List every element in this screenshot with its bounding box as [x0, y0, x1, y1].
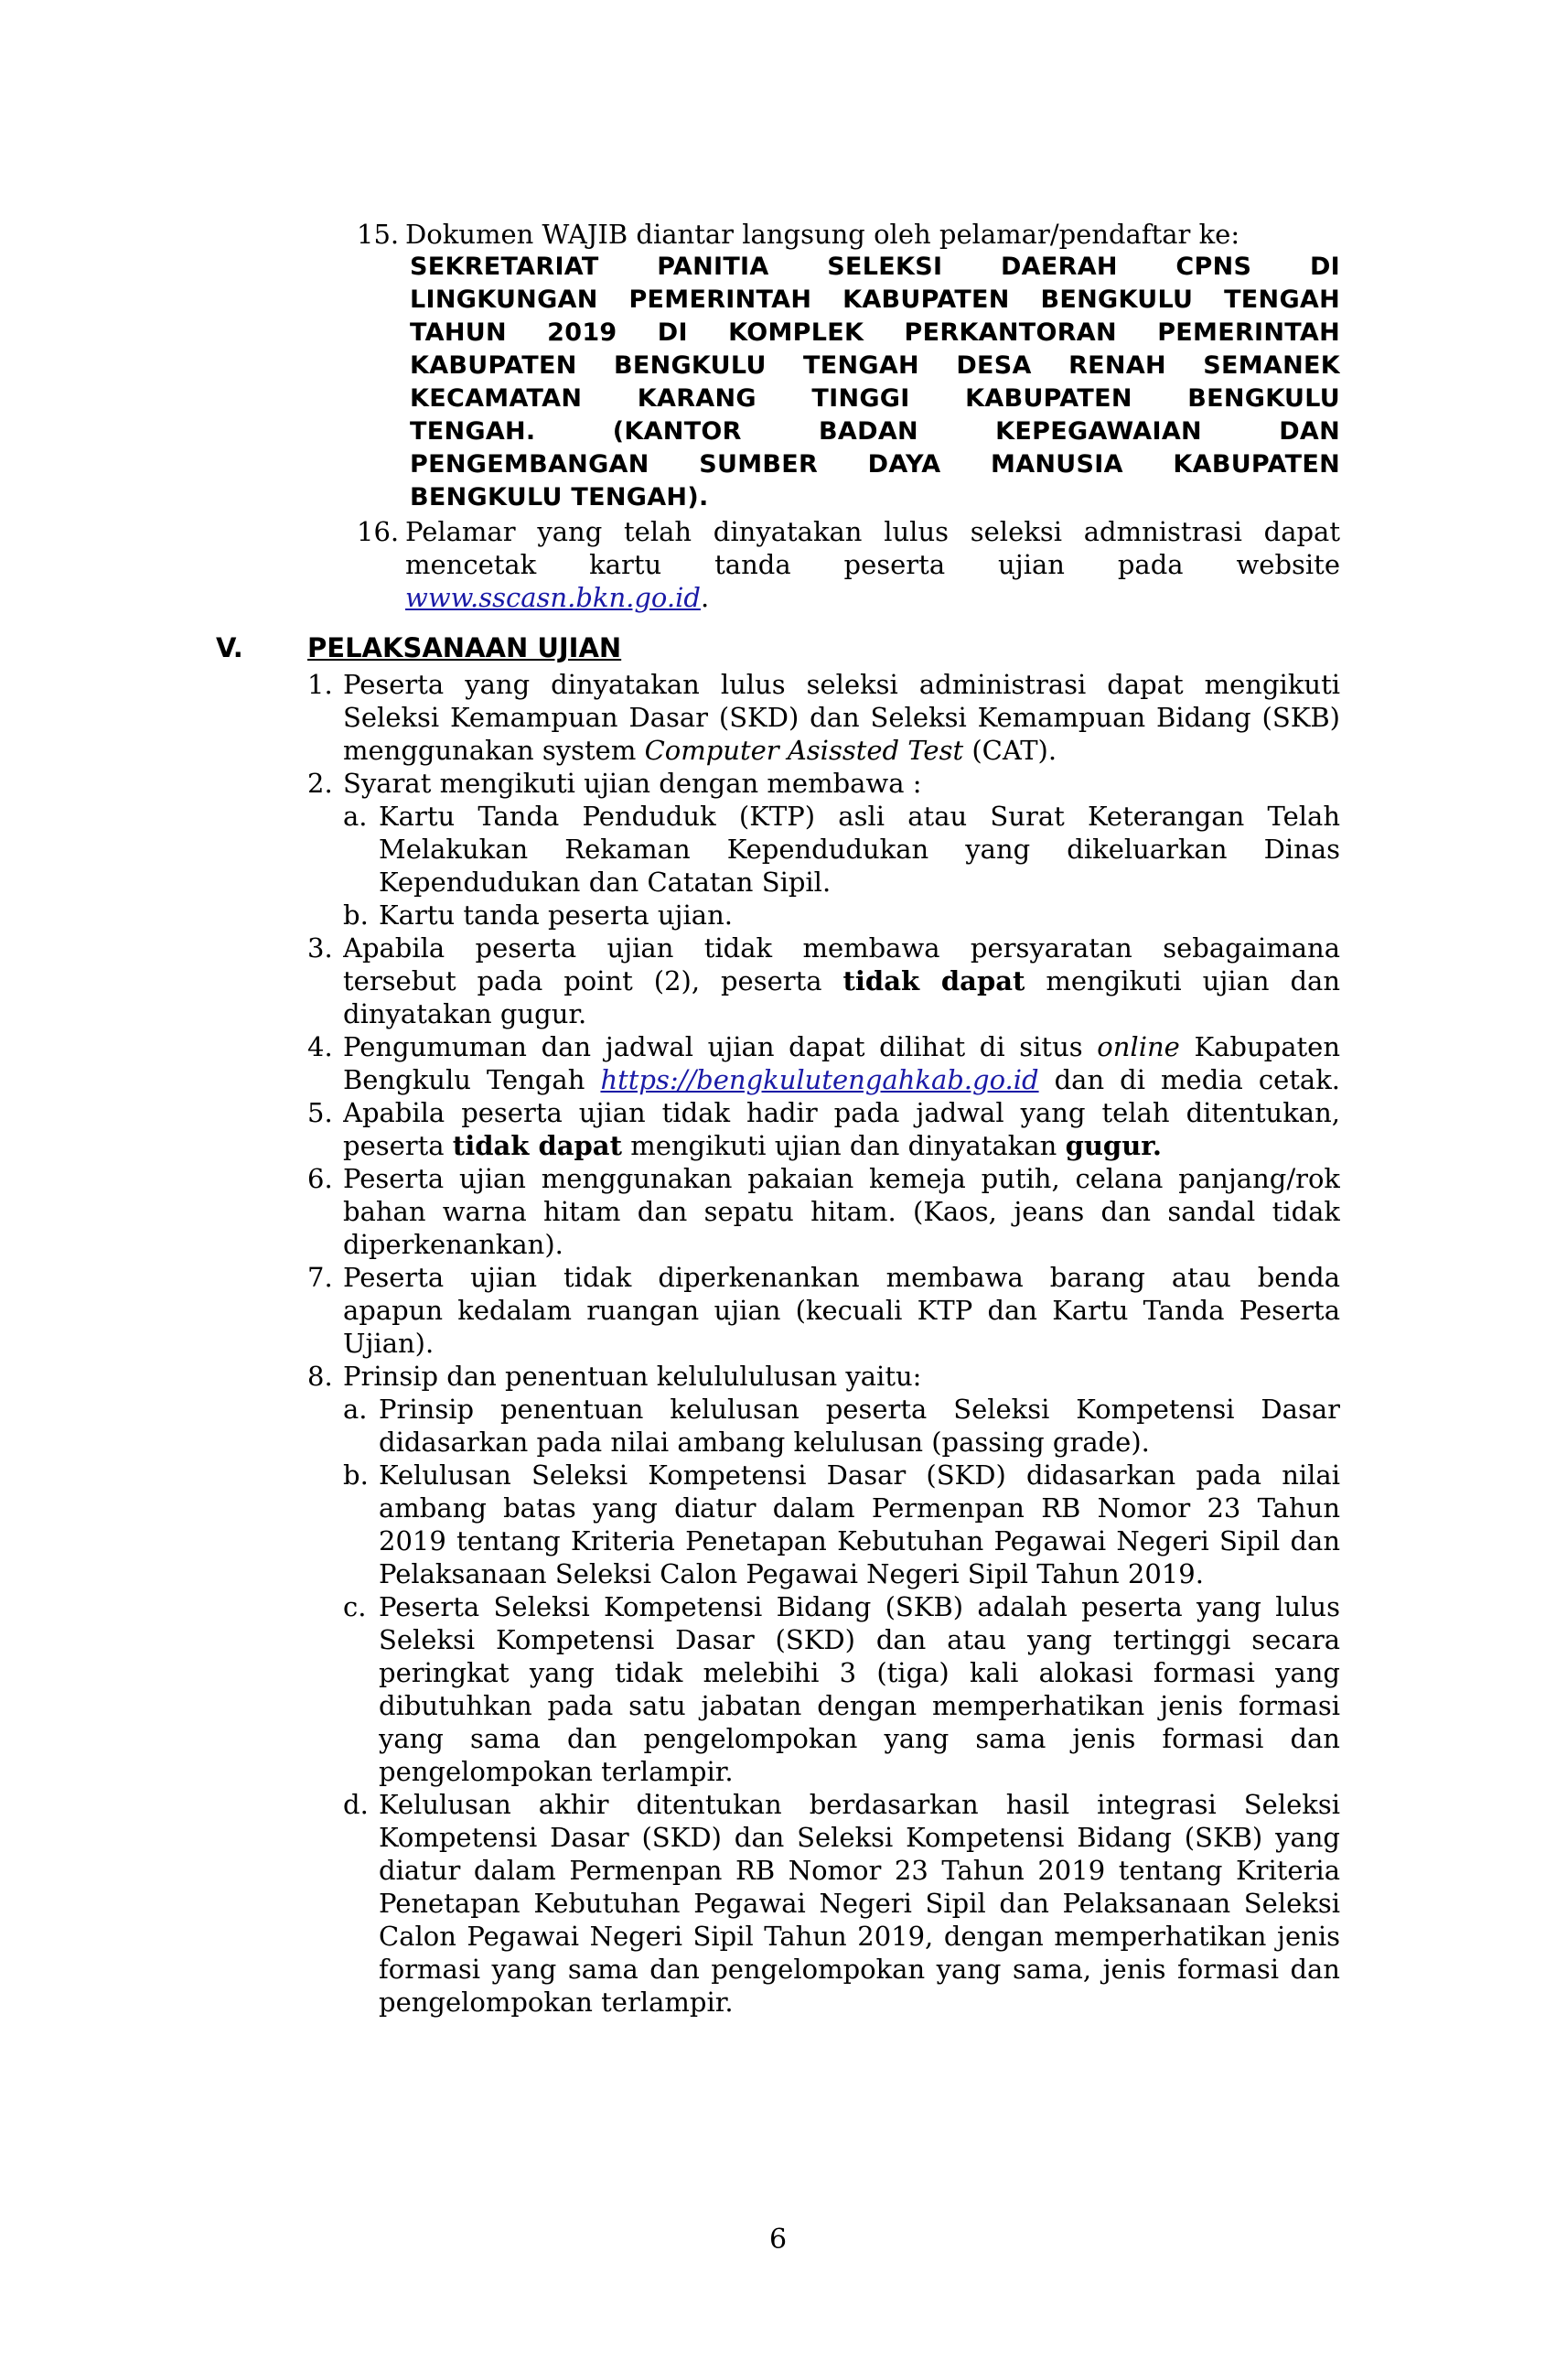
point-6-line: Peserta ujian menggunakan pakaian kemeja putih, celana panjang/rok — [343, 1163, 1340, 1194]
item-15-address — [410, 251, 1340, 514]
point-8a-letter: a. — [343, 1394, 368, 1425]
point-2b — [379, 899, 1340, 932]
italic-term: Computer Asissted Test — [644, 735, 964, 766]
item-15-number: 15. — [357, 219, 400, 250]
point-8d-line: pengelompokan terlampir. — [379, 1987, 734, 2018]
point-3 — [343, 932, 1340, 1030]
point-8d-line: Kelulusan akhir ditentukan berdasarkan hasil integrasi Seleksi — [379, 1789, 1340, 1820]
text-segment: mengikuti ujian dan — [1025, 965, 1340, 996]
point-8a-line: Prinsip penentuan kelulusan peserta Seleksi Kompetensi Dasar — [379, 1394, 1340, 1425]
point-3-line: Apabila peserta ujian tidak membawa persyaratan sebagaimana — [343, 932, 1340, 964]
point-8-number: 8. — [307, 1361, 333, 1392]
text-segment: menggunakan system — [343, 735, 645, 766]
point-8a — [379, 1393, 1340, 1459]
page-number: 6 — [768, 2224, 788, 2256]
point-2a-line: Kependudukan dan Catatan Sipil. — [379, 867, 832, 898]
italic-term: online — [1097, 1031, 1180, 1062]
link-suffix: . — [700, 582, 710, 613]
point-8a-line: didasarkan pada nilai ambang kelulusan (passing grade). — [379, 1427, 1150, 1458]
point-2a-line: Melakukan Rekaman Kependudukan yang dikeluarkan Dinas — [379, 834, 1340, 865]
point-8d-line: Kompetensi Dasar (SKD) dan Seleksi Kompetensi Bidang (SKB) yang — [379, 1822, 1340, 1853]
item-16-link-line — [405, 581, 1340, 614]
point-2a-letter: a. — [343, 801, 368, 832]
section-title: PELAKSANAAN UJIAN — [307, 632, 622, 663]
text-segment: Kabupaten — [1179, 1031, 1340, 1062]
address-line: KECAMATAN KARANG TINGGI KABUPATEN BENGKULU — [410, 384, 1340, 413]
point-8b-line: ambang batas yang diatur dalam Permenpan RB Nomor 23 Tahun — [379, 1492, 1340, 1524]
point-8c-line: yang sama dan pengelompokan yang sama jenis formasi dan — [379, 1723, 1340, 1754]
bengkulutengah-link[interactable]: https://bengkulutengahkab.go.id — [600, 1064, 1039, 1095]
point-8c-line: peringkat yang tidak melebihi 3 (tiga) kali alokasi formasi yang — [379, 1657, 1340, 1688]
point-3-line — [343, 964, 1340, 997]
address-line: SEKRETARIAT PANITIA SELEKSI DAERAH CPNS DI — [410, 253, 1340, 281]
point-7-line: apapun kedalam ruangan ujian (kecuali KTP dan Kartu Tanda Peserta — [343, 1295, 1340, 1326]
point-8d-line: formasi yang sama dan pengelompokan yang sama, jenis formasi dan — [379, 1954, 1340, 1985]
point-8c-line: Seleksi Kompetensi Dasar (SKD) dan atau yang tertinggi secara — [379, 1624, 1340, 1655]
point-8-line: Prinsip dan penentuan kelulululusan yaitu: — [343, 1361, 922, 1392]
point-8b-line: Pelaksanaan Seleksi Calon Pegawai Negeri Sipil Tahun 2019. — [379, 1558, 1204, 1589]
point-8b-line: 2019 tentang Kriteria Penetapan Kebutuhan Pegawai Negeri Sipil dan — [379, 1525, 1340, 1556]
point-5-line — [343, 1129, 1340, 1162]
point-2a — [379, 800, 1340, 899]
point-8c-letter: c. — [343, 1591, 367, 1622]
point-8d-line: diatur dalam Permenpan RB Nomor 23 Tahun 2019 tentang Kriteria — [379, 1855, 1340, 1886]
text-segment: Bengkulu Tengah — [343, 1064, 601, 1095]
point-8b-line: Kelulusan Seleksi Kompetensi Dasar (SKD) didasarkan pada nilai — [379, 1459, 1340, 1491]
point-4-line — [343, 1063, 1340, 1096]
point-6-number: 6. — [307, 1163, 333, 1194]
point-2a-line: Kartu Tanda Penduduk (KTP) asli atau Surat Keterangan Telah — [379, 801, 1340, 832]
address-line: TAHUN 2019 DI KOMPLEK PERKANTORAN PEMERINTAH — [410, 318, 1340, 347]
point-4 — [343, 1030, 1340, 1096]
point-8c-line: pengelompokan terlampir. — [379, 1756, 734, 1787]
point-8b — [379, 1459, 1340, 1590]
point-6-line: diperkenankan). — [343, 1229, 563, 1260]
point-8d-line: Penetapan Kebutuhan Pegawai Negeri Sipil dan Pelaksanaan Seleksi — [379, 1888, 1340, 1919]
point-8d-line: Calon Pegawai Negeri Sipil Tahun 2019, dengan memperhatikan jenis — [379, 1921, 1340, 1952]
point-2b-line: Kartu tanda peserta ujian. — [379, 899, 733, 931]
item-15 — [405, 218, 1340, 251]
point-8 — [343, 1360, 1340, 1393]
point-2-number: 2. — [307, 768, 333, 799]
point-3-number: 3. — [307, 932, 333, 964]
address-line: LINGKUNGAN PEMERINTAH KABUPATEN BENGKULU TENGAH — [410, 285, 1340, 314]
point-1 — [343, 668, 1340, 767]
bold-term: gugur. — [1065, 1130, 1162, 1161]
item-16 — [405, 515, 1340, 614]
point-4-line — [343, 1030, 1340, 1063]
text-segment: (CAT). — [963, 735, 1057, 766]
point-2 — [343, 767, 1340, 800]
point-8b-letter: b. — [343, 1459, 369, 1491]
point-8c-line: Peserta Seleksi Kompetensi Bidang (SKB) adalah peserta yang lulus — [379, 1591, 1340, 1622]
bold-term: tidak dapat — [452, 1130, 622, 1161]
point-7-line: Ujian). — [343, 1328, 435, 1359]
address-line: KABUPATEN BENGKULU TENGAH DESA RENAH SEMANEK — [410, 351, 1340, 380]
point-8c-line: dibutuhkan pada satu jabatan dengan memperhatikan jenis formasi — [379, 1690, 1340, 1721]
address-line: PENGEMBANGAN SUMBER DAYA MANUSIA KABUPATEN — [410, 450, 1340, 479]
point-5-number: 5. — [307, 1097, 333, 1128]
point-7-line: Peserta ujian tidak diperkenankan membawa barang atau benda — [343, 1262, 1340, 1293]
point-2-line: Syarat mengikuti ujian dengan membawa : — [343, 768, 922, 799]
text-segment: dan di media cetak. — [1038, 1064, 1340, 1095]
point-4-number: 4. — [307, 1031, 333, 1062]
section-number: V. — [216, 632, 243, 663]
point-1-number: 1. — [307, 669, 333, 700]
point-6 — [343, 1162, 1340, 1261]
point-1-line — [343, 734, 1340, 767]
text-segment: tersebut pada point (2), peserta — [343, 965, 843, 996]
point-8d — [379, 1788, 1340, 2019]
point-3-line: dinyatakan gugur. — [343, 998, 587, 1029]
address-line: TENGAH. (KANTOR BADAN KEPEGAWAIAN DAN — [410, 417, 1340, 446]
text-segment: mengikuti ujian dan dinyatakan — [622, 1130, 1066, 1161]
point-5-line: Apabila peserta ujian tidak hadir pada jadwal yang telah ditentukan, — [343, 1097, 1340, 1128]
point-7-number: 7. — [307, 1262, 333, 1293]
bold-term: tidak dapat — [842, 965, 1025, 996]
point-7 — [343, 1261, 1340, 1360]
item-16-line: mencetak kartu tanda peserta ujian pada website — [405, 549, 1340, 580]
point-2b-letter: b. — [343, 899, 369, 931]
point-1-line: Seleksi Kemampuan Dasar (SKD) dan Seleksi Kemampuan Bidang (SKB) — [343, 702, 1340, 733]
text-segment: peserta — [343, 1130, 453, 1161]
item-16-number: 16. — [357, 516, 400, 547]
text-segment: Pengumuman dan jadwal ujian dapat dilihat di situs — [343, 1031, 1098, 1062]
point-1-line: Peserta yang dinyatakan lulus seleksi administrasi dapat mengikuti — [343, 669, 1340, 700]
sscasn-link[interactable]: www.sscasn.bkn.go.id — [405, 582, 701, 613]
address-line: BENGKULU TENGAH). — [410, 483, 709, 512]
point-5 — [343, 1096, 1340, 1162]
point-6-line: bahan warna hitam dan sepatu hitam. (Kaos, jeans dan sandal tidak — [343, 1196, 1340, 1227]
point-8c — [379, 1590, 1340, 1788]
point-8d-letter: d. — [343, 1789, 369, 1820]
item-15-intro: Dokumen WAJIB diantar langsung oleh pelamar/pendaftar ke: — [405, 219, 1240, 250]
item-16-line: Pelamar yang telah dinyatakan lulus seleksi admnistrasi dapat — [405, 516, 1340, 547]
